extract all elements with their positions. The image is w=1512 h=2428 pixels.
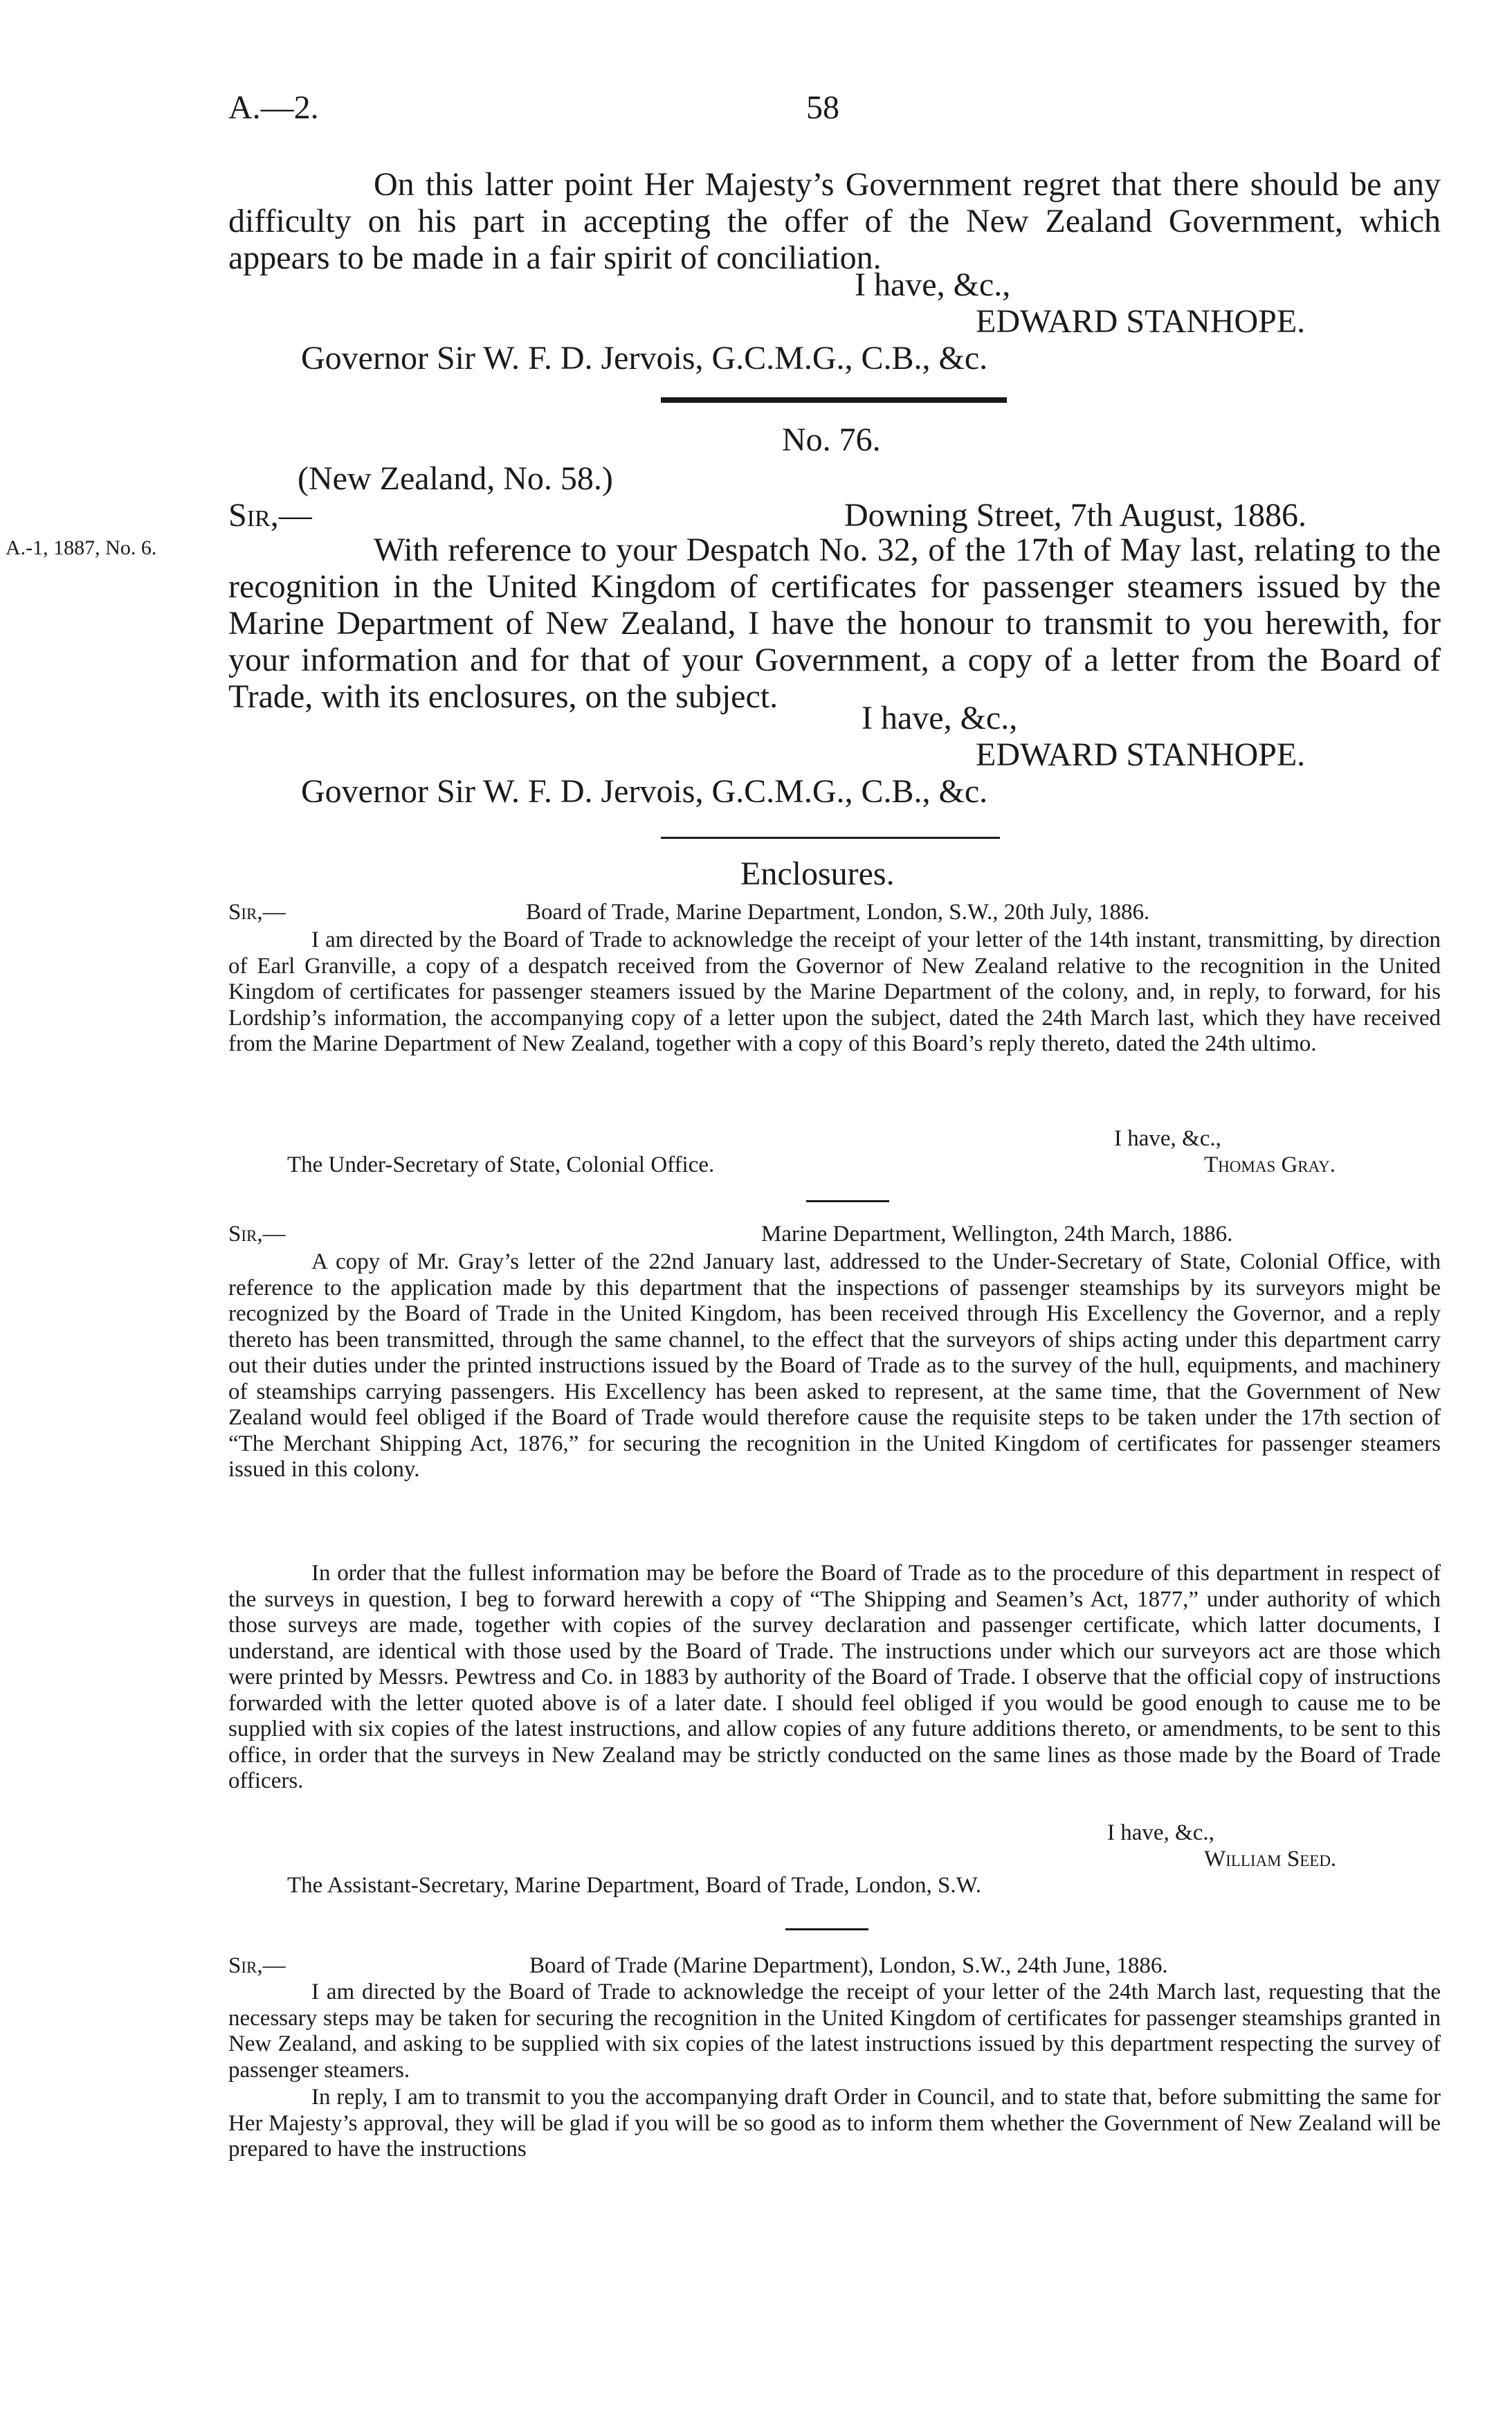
- enclosure-divider: [785, 1928, 868, 1930]
- despatch-75-addressee: Governor Sir W. F. D. Jervois, G.C.M.G., C.B., &c.: [301, 340, 988, 377]
- despatch-75-paragraph: On this latter point Her Majesty’s Government regret that there should be any difficulty on his part in accepting the offer of the New Zealand Government, which appears to be made in a fair spirit of conciliation.: [228, 166, 1441, 276]
- section-divider-thick: [661, 397, 1007, 403]
- enclosure-2-paragraph-1: A copy of Mr. Gray’s letter of the 22nd January last, addressed to the Under-Secretary of State, Colonial Office, with reference to the application made by this department that the inspections of passenger steamships by its surveyors might be recognized by the Board of Trade in the United Kingdom, has been received through His Excellency the Governor, and a reply thereto has been transmitted, through the same channel, to the effect that the surveyors of ships acting under this department carry out their duties under the printed instructions issued by the Board of Trade as to the survey of the hull, equipments, and machinery of steamships carrying passengers. His Excellency has been asked to represent, at the same time, that the Government of New Zealand would feel obliged if the Board of Trade would therefore cause the requisite steps to be taken under the 17th section of “The Merchant Shipping Act, 1876,” for securing the recognition in the United Kingdom of certificates for passenger steamers issued in this colony.: [228, 1249, 1441, 1482]
- enclosure-2-addressee: The Assistant-Secretary, Marine Department, Board of Trade, London, S.W.: [287, 1873, 981, 1898]
- section-divider: [661, 837, 1000, 839]
- document-reference: A.—2.: [228, 89, 319, 126]
- enclosure-1-salutation: Sir,—: [228, 900, 286, 925]
- enclosure-3-paragraph-2: In reply, I am to transmit to you the accompanying draft Order in Council, and to state that, before submitting the same for Her Majesty’s approval, they will be glad if you will be so good as to inform them whether the Government of New Zealand will be prepared to have the instructions: [228, 2085, 1441, 2162]
- page-number: 58: [806, 89, 839, 126]
- despatch-76-addressee: Governor Sir W. F. D. Jervois, G.C.M.G., C.B., &c.: [301, 773, 988, 810]
- despatch-75-closing: I have, &c.,: [855, 266, 1011, 303]
- enclosure-1-closing: I have, &c.,: [1114, 1126, 1221, 1151]
- enclosure-2-salutation: Sir,—: [228, 1222, 286, 1247]
- despatch-76-series: (New Zealand, No. 58.): [298, 460, 613, 497]
- enclosures-heading: Enclosures.: [740, 855, 895, 892]
- despatch-76-closing: I have, &c.,: [862, 700, 1018, 736]
- enclosure-2-closing: I have, &c.,: [1107, 1820, 1214, 1845]
- enclosure-3-dateline: Board of Trade (Marine Department), London, S.W., 24th June, 1886.: [529, 1953, 1168, 1978]
- despatch-75-signature: EDWARD STANHOPE.: [976, 303, 1306, 340]
- enclosure-2-dateline: Marine Department, Wellington, 24th March, 1886.: [761, 1222, 1233, 1247]
- despatch-76-dateline: Downing Street, 7th August, 1886.: [844, 497, 1306, 534]
- enclosure-3-paragraph-1: I am directed by the Board of Trade to acknowledge the receipt of your letter of the 24th March last, requesting that the necessary steps may be taken for securing the recognition in the United Kingdom of certificates for passenger steamships granted in New Zealand, and asking to be supplied with six copies of the latest instructions issued by this department respecting the survey of passenger steamers.: [228, 1979, 1441, 2083]
- despatch-76-salutation: Sir,—: [228, 497, 312, 534]
- enclosure-1-addressee: The Under-Secretary of State, Colonial Office.: [287, 1152, 715, 1177]
- margin-note: A.-1, 1887, No. 6.: [6, 536, 157, 559]
- despatch-76-number: No. 76.: [782, 422, 881, 458]
- despatch-76-signature: EDWARD STANHOPE.: [976, 736, 1306, 773]
- enclosure-3-salutation: Sir,—: [228, 1953, 286, 1978]
- enclosure-1-paragraph: I am directed by the Board of Trade to acknowledge the receipt of your letter of the 14th instant, transmitting, by direction of Earl Granville, a copy of a despatch received from the Governor of New Zealand relative to the recognition in the United Kingdom of certificates for passenger steamers issued by the Marine Department of the colony, and, in reply, to forward, for his Lordship’s information, the accompanying copy of a letter upon the subject, dated the 24th March last, which they have received from the Marine Department of New Zealand, together with a copy of this Board’s reply thereto, dated the 24th ultimo.: [228, 927, 1441, 1056]
- enclosure-1-signature: Thomas Gray.: [1204, 1152, 1336, 1177]
- enclosure-divider: [806, 1200, 889, 1202]
- enclosure-2-signature: William Seed.: [1204, 1847, 1337, 1872]
- enclosure-1-dateline: Board of Trade, Marine Department, London, S.W., 20th July, 1886.: [526, 900, 1150, 925]
- despatch-76-paragraph: With reference to your Despatch No. 32, of the 17th of May last, relating to the recognition in the United Kingdom of certificates for passenger steamers issued by the Marine Department of New Zealand, I have the honour to transmit to you herewith, for your information and for that of your Government, a copy of a letter from the Board of Trade, with its enclosures, on the subject.: [228, 532, 1441, 715]
- enclosure-2-paragraph-2: In order that the fullest information may be before the Board of Trade as to the procedure of this department in respect of the surveys in question, I beg to forward herewith a copy of “The Shipping and Seamen’s Act, 1877,” under authority of which those surveys are made, together with copies of the survey declaration and passenger certificate, which latter documents, I understand, are identical with those used by the Board of Trade. The instructions under which our surveyors act are those which were printed by Messrs. Pewtress and Co. in 1883 by authority of the Board of Trade. I observe that the official copy of instructions forwarded with the letter quoted above is of a later date. I should feel obliged if you would be good enough to cause me to be supplied with six copies of the latest instructions, and allow copies of any future additions thereto, or amendments, to be sent to this office, in order that the surveys in New Zealand may be strictly conducted on the same lines as those made by the Board of Trade officers.: [228, 1561, 1441, 1793]
